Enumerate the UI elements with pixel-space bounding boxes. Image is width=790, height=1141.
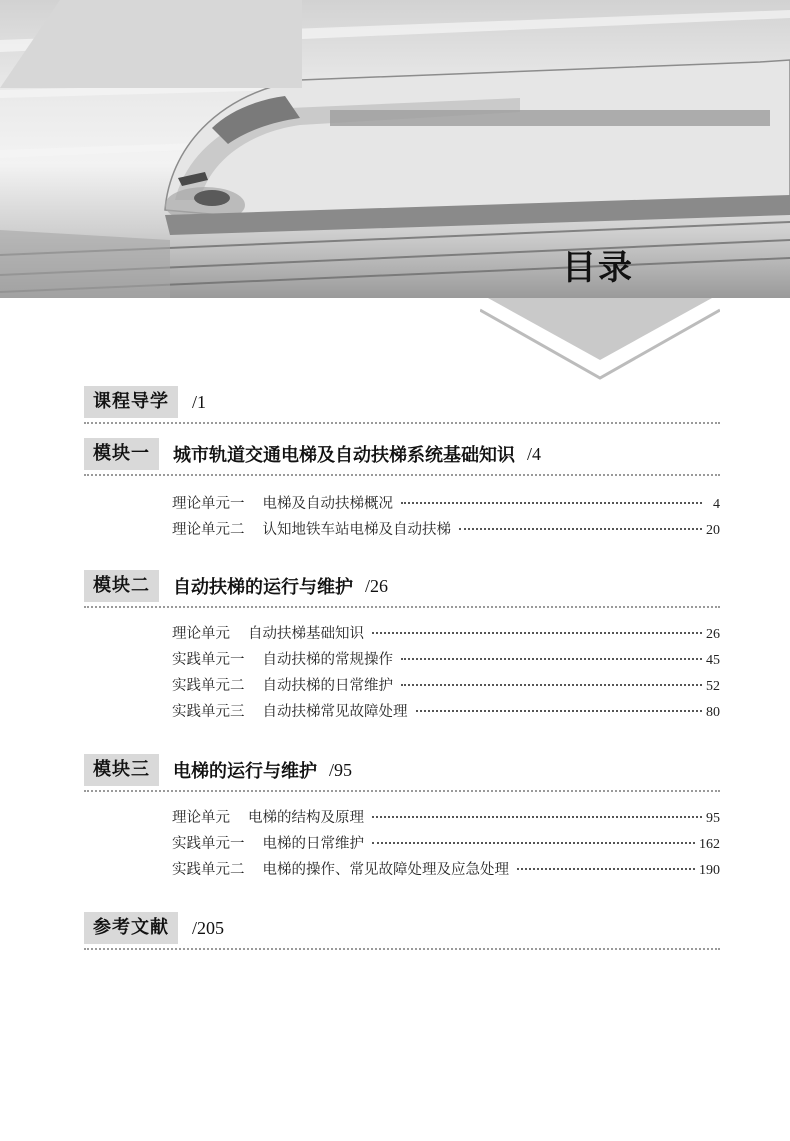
toc-section-intro[interactable] [84,386,206,418]
section-tag: 模块三 [84,754,159,786]
dot-leader [416,710,703,712]
entry-page: 80 [706,705,720,720]
entry-unit: 实践单元二 [172,862,245,878]
section-title: 电梯的运行与维护 [173,761,317,782]
entry-unit: 实践单元二 [172,678,245,694]
section-page: /4 [527,443,542,464]
section-title: 自动扶梯的运行与维护 [173,577,353,598]
entry-unit: 理论单元 [172,810,230,826]
entry-page: 190 [699,863,720,878]
toc-entry[interactable] [172,674,720,696]
toc-section-module-2[interactable] [84,570,388,602]
section-page: /205 [192,917,225,938]
toc-entry[interactable] [172,832,720,854]
dot-leader [372,842,695,844]
title-box [0,0,302,88]
section-tag: 参考文献 [84,912,178,944]
toc-entry[interactable] [172,492,720,514]
dot-leader [372,816,702,818]
entry-unit: 实践单元三 [172,704,245,720]
dot-leader [401,684,702,686]
entry-page: 45 [706,653,720,668]
toc-entry[interactable] [172,648,720,670]
chevron-decoration [480,296,720,386]
entry-name: 自动扶梯的日常维护 [262,678,393,694]
dot-leader [401,658,702,660]
dot-leader [459,528,702,530]
entry-page: 52 [706,679,720,694]
entry-unit: 实践单元一 [172,652,245,668]
entry-unit: 理论单元二 [172,522,245,538]
entry-page: 4 [713,497,720,512]
toc-entry[interactable] [172,622,720,644]
entry-name: 电梯的结构及原理 [248,810,364,826]
entry-page: 20 [706,523,720,538]
section-page: /26 [365,575,389,596]
entry-unit: 理论单元 [172,626,230,642]
section-divider [84,948,720,950]
page-title: 目录 [562,248,634,288]
toc-entry[interactable] [172,700,720,722]
entry-unit: 理论单元一 [172,496,245,512]
section-tag: 模块一 [84,438,159,470]
header-banner [0,0,790,298]
entry-page: 26 [706,627,720,642]
entry-name: 自动扶梯常见故障处理 [262,704,408,720]
toc-section-references[interactable] [84,912,224,944]
dot-leader [372,632,702,634]
section-divider [84,474,720,476]
section-page: /1 [192,391,207,412]
entry-name: 自动扶梯的常规操作 [262,652,393,668]
entry-page: 95 [706,811,720,826]
toc-entry[interactable] [172,518,720,540]
toc-entry[interactable] [172,858,720,880]
dot-leader [401,502,702,504]
section-tag: 课程导学 [84,386,178,418]
section-page: /95 [329,759,353,780]
entry-unit: 实践单元一 [172,836,245,852]
entry-page: 162 [699,837,720,852]
entry-name: 电梯的操作、常见故障处理及应急处理 [262,862,509,878]
entry-name: 认知地铁车站电梯及自动扶梯 [262,522,451,538]
section-divider [84,790,720,792]
entry-name: 自动扶梯基础知识 [248,626,364,642]
section-title: 城市轨道交通电梯及自动扶梯系统基础知识 [173,445,515,466]
section-divider [84,606,720,608]
entry-name: 电梯的日常维护 [262,836,364,852]
dot-leader [517,868,695,870]
toc-section-module-3[interactable] [84,754,352,786]
toc-section-module-1[interactable] [84,438,541,470]
entry-name: 电梯及自动扶梯概况 [262,496,393,512]
toc-entry[interactable] [172,806,720,828]
section-tag: 模块二 [84,570,159,602]
section-divider [84,422,720,424]
